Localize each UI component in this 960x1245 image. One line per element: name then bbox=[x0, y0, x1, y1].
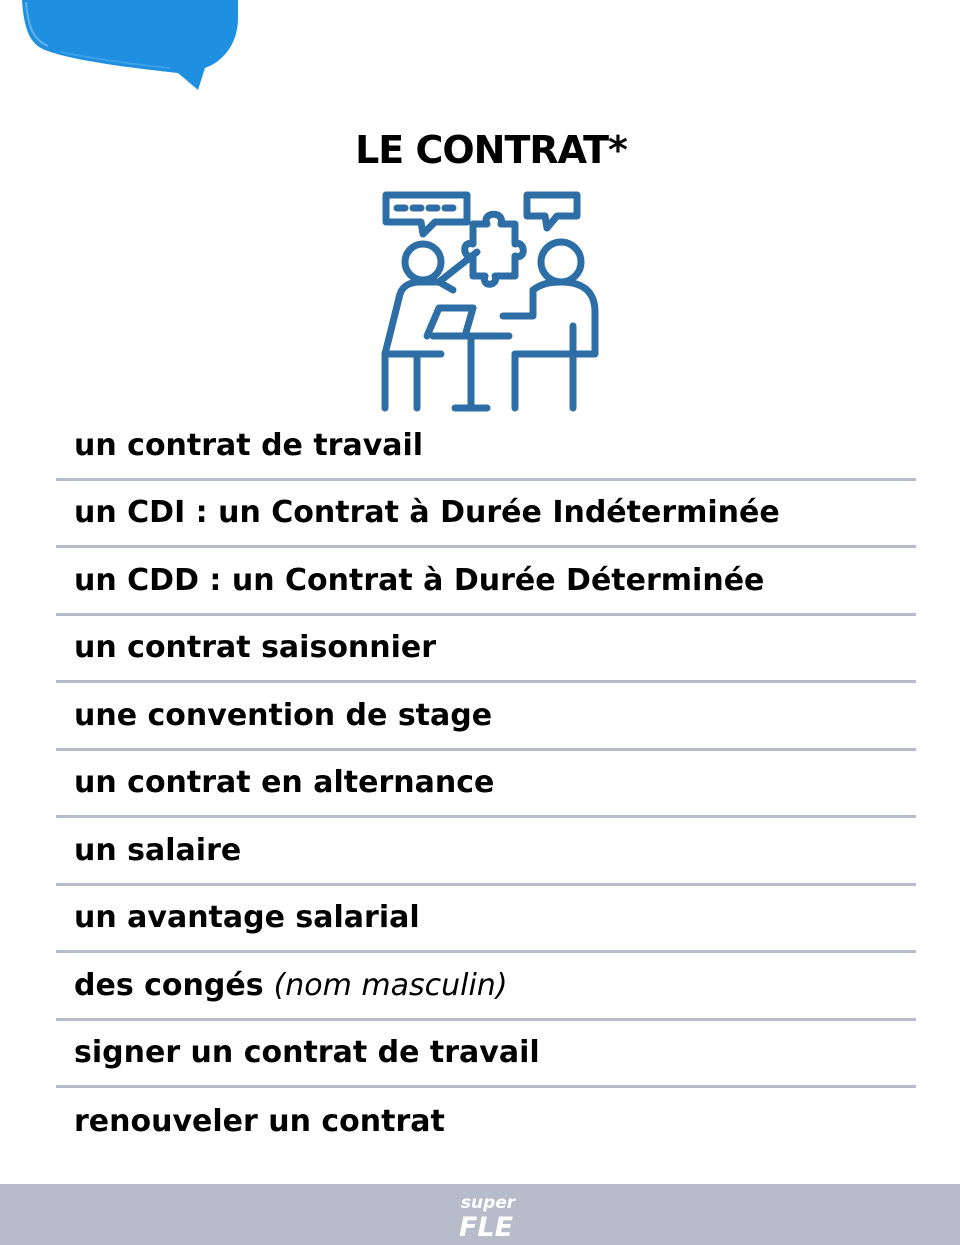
vocab-term: un CDD : un Contrat à Durée Déterminée bbox=[74, 562, 765, 598]
meeting-puzzle-icon bbox=[377, 186, 607, 416]
vocab-item bbox=[56, 548, 916, 616]
vocab-term: un salaire bbox=[74, 832, 242, 868]
svg-text:FLE: FLE bbox=[458, 1212, 514, 1242]
vocab-term: un CDI : un Contrat à Durée Indéterminée bbox=[74, 495, 780, 531]
vocab-item bbox=[56, 886, 916, 954]
vocab-term: un contrat en alternance bbox=[74, 765, 495, 801]
vocab-term: un avantage salarial bbox=[74, 900, 420, 936]
vocabulary-list bbox=[56, 413, 916, 1156]
vocab-item bbox=[56, 616, 916, 684]
vocab-item bbox=[56, 953, 916, 1021]
footer-bar bbox=[0, 1184, 960, 1245]
vocab-item bbox=[56, 683, 916, 751]
vocab-term: un contrat saisonnier bbox=[74, 630, 437, 666]
vocab-item bbox=[56, 1088, 916, 1156]
vocab-item bbox=[56, 481, 916, 549]
vocab-term: des congés bbox=[74, 967, 264, 1003]
vocab-note: (nom masculin) bbox=[273, 967, 508, 1003]
vocab-item bbox=[56, 1021, 916, 1089]
speech-bubble-icon bbox=[0, 0, 260, 100]
vocab-item bbox=[56, 413, 916, 481]
superfle-logo bbox=[450, 1188, 522, 1242]
vocab-term: un contrat de travail bbox=[74, 427, 424, 463]
vocab-term: renouveler un contrat bbox=[74, 1104, 445, 1140]
vocab-term: signer un contrat de travail bbox=[74, 1035, 540, 1071]
vocab-item bbox=[56, 751, 916, 819]
svg-text:super: super bbox=[460, 1193, 516, 1213]
vocab-term: une convention de stage bbox=[74, 697, 493, 733]
vocab-item bbox=[56, 818, 916, 886]
page-title: LE CONTRAT* bbox=[355, 128, 627, 172]
